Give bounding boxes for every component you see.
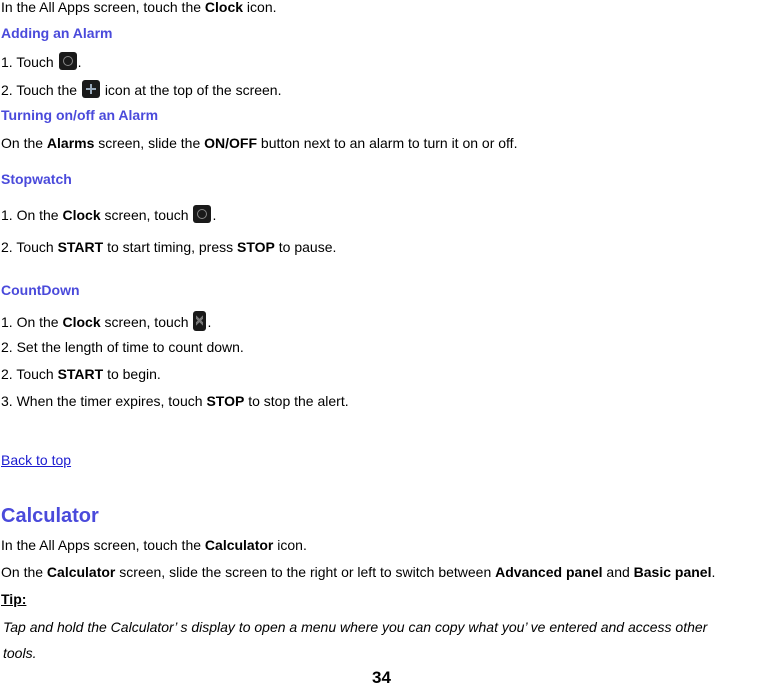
- stopwatch-icon: [193, 205, 211, 223]
- hourglass-icon: [193, 311, 206, 331]
- tip-line-1: Tap and hold the Calculator’ s display to open a menu where you can copy what you’ ve entered and access other: [3, 619, 708, 635]
- tip-line-2: tools.: [3, 645, 37, 661]
- calculator-title: Calculator: [1, 505, 99, 527]
- calculator-text: On the Calculator screen, slide the screen to the right or left to switch between Advanced panel and Basic panel.: [1, 564, 716, 580]
- countdown-heading: CountDown: [1, 282, 80, 298]
- adding-alarm-heading: Adding an Alarm: [1, 25, 113, 41]
- calculator-intro: In the All Apps screen, touch the Calculator icon.: [1, 537, 307, 553]
- back-to-top-link[interactable]: Back to top: [1, 452, 72, 468]
- toggle-alarm-heading: Turning on/off an Alarm: [1, 107, 159, 123]
- adding-step-1: 1. Touch .: [1, 54, 82, 70]
- stopwatch-step-2: 2. Touch START to start timing, press STOP to pause.: [1, 239, 337, 255]
- alarm-clock-icon: [59, 52, 77, 70]
- tip-label: Tip:: [1, 591, 27, 607]
- stopwatch-heading: Stopwatch: [1, 171, 72, 187]
- toggle-alarm-text: On the Alarms screen, slide the ON/OFF button next to an alarm to turn it on or off.: [1, 135, 518, 151]
- countdown-step-1: 1. On the Clock screen, touch .: [1, 311, 211, 331]
- clock-intro: In the All Apps screen, touch the Clock icon.: [1, 0, 277, 15]
- add-icon: [82, 80, 100, 98]
- countdown-step-3: 2. Touch START to begin.: [1, 366, 161, 382]
- back-to-top-link-row: [1, 452, 71, 468]
- page-number: 34: [372, 668, 391, 687]
- countdown-step-2: 2. Set the length of time to count down.: [1, 339, 244, 355]
- adding-step-2: 2. Touch the icon at the top of the screen.: [1, 82, 282, 98]
- stopwatch-step-1: 1. On the Clock screen, touch .: [1, 207, 217, 223]
- countdown-step-4: 3. When the timer expires, touch STOP to stop the alert.: [1, 393, 349, 409]
